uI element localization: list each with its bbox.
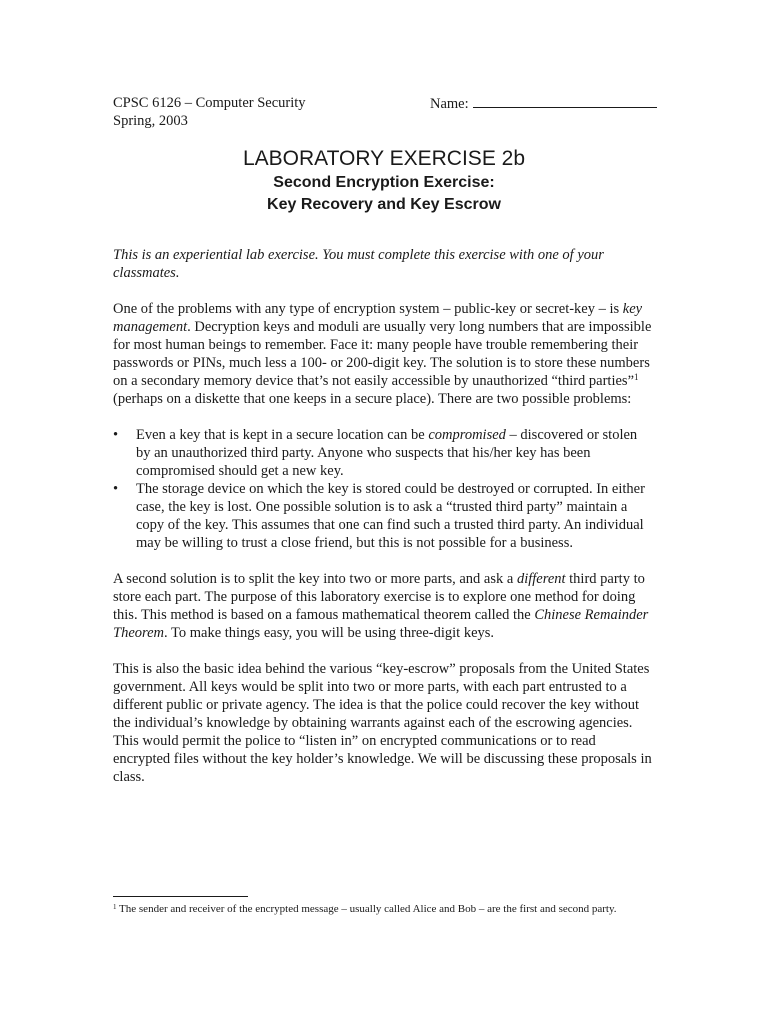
document-body <box>113 246 653 804</box>
footnote <box>113 901 658 917</box>
text-run: Even a key that is kept in a secure location can be <box>136 427 429 443</box>
text-run: A second solution is to split the key into two or more parts, and ask a <box>113 571 517 587</box>
paragraph-key-management <box>113 300 653 408</box>
intro-paragraph <box>113 246 653 282</box>
footnote-divider <box>113 896 248 897</box>
page-subtitle-1: Second Encryption Exercise: <box>273 174 495 191</box>
bullet-icon: • <box>113 481 119 497</box>
paragraph-key-escrow <box>113 660 653 786</box>
list-item <box>113 480 653 552</box>
text-run: . To make things easy, you will be using three-digit keys. <box>164 625 495 641</box>
course-title: CPSC 6126 – Computer Security <box>113 95 306 111</box>
emphasis-text: key management <box>113 301 643 335</box>
name-label: Name: <box>430 96 469 112</box>
intro-text: This is an experiential lab exercise. You must complete this exercise with one of your classmates. <box>113 247 604 281</box>
text-run: This is also the basic idea behind the various “key-escrow” proposals from the United States government. All keys would be split into two or more parts, with each part entrusted to a different public or private agency. The idea is that the police could recover the key without the individual’s knowledge by obtaining warrants against each of the escrowing agencies. This would permit the police to “listen in” on encrypted communications or to read encrypted files without the key holder’s knowledge. We will be discussing these proposals in class. <box>113 661 652 785</box>
course-term: Spring, 2003 <box>113 113 188 129</box>
footnote-reference: 1 <box>634 372 639 382</box>
text-run: (perhaps on a diskette that one keeps in a secure place). There are two possible problems: <box>113 391 632 407</box>
text-run: – discovered or stolen by an unauthorized third party. Anyone who suspects that his/her key has been compromised should get a new key. <box>136 427 638 479</box>
list-item <box>113 426 653 480</box>
problem-list <box>113 426 653 552</box>
text-run: third party to store each part. The purpose of this laboratory exercise is to explore one method for doing this. This method is based on a famous mathematical theorem called the <box>113 571 645 623</box>
paragraph-split-key <box>113 570 653 642</box>
list-item-text <box>136 481 645 551</box>
emphasis-text: compromised <box>428 427 506 443</box>
footnote-marker: 1 <box>113 903 117 911</box>
footnote-text: The sender and receiver of the encrypted message – usually called Alice and Bob – are the first and second party. <box>116 903 617 915</box>
text-run: The storage device on which the key is stored could be destroyed or corrupted. In either case, the key is lost. One possible solution is to ask a “trusted third party” maintain a copy of the key. This assumes that one can find such a trusted third party. An individual may be willing to trust a close friend, but this is not possible for a business. <box>136 481 645 551</box>
bullet-icon: • <box>113 427 119 443</box>
emphasis-text: Chinese Remainder Theorem <box>113 607 649 641</box>
title-block <box>0 145 768 216</box>
page-subtitle-2: Key Recovery and Key Escrow <box>267 196 501 213</box>
list-item-text <box>136 427 637 479</box>
text-run: . Decryption keys and moduli are usually very long numbers that are impossible for most human beings to remember. Face it: many people have trouble remembering their passwords or PINs, much less a 100- or 200-digit key. The solution is to store these numbers on a secondary memory device that’s not easily accessible by unauthorized “third parties” <box>113 319 652 389</box>
text-run: One of the problems with any type of encryption system – public-key or secret-key – is <box>113 301 623 317</box>
name-field-group <box>430 94 657 113</box>
emphasis-text: different <box>516 571 566 587</box>
name-blank-line <box>473 94 657 108</box>
course-header <box>113 94 306 130</box>
page-title: LABORATORY EXERCISE 2b <box>242 147 526 170</box>
